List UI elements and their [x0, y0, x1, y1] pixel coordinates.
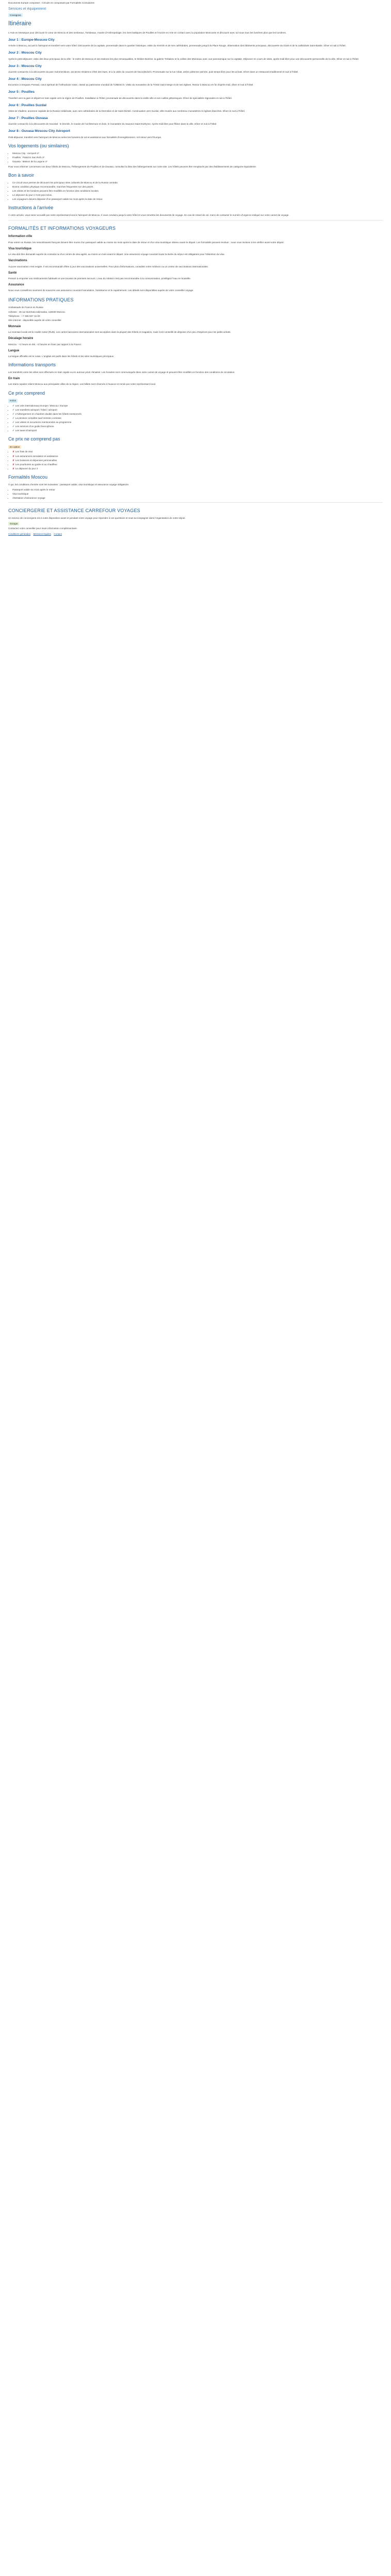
terms-link[interactable]: Conditions générales: [8, 532, 31, 535]
not-included-item: • ✘ Les assurances annulation et assistance: [12, 454, 383, 458]
not-included-heading: Ce prix ne comprend pas: [8, 436, 60, 442]
day-7: [8, 116, 383, 126]
good-to-know-item: • Le déjeuner du jour 2 n'est pas inclus.: [12, 193, 383, 197]
transport-text: Les transferts entre les villes sont effectués en train rapide ou en autocar privé climatisé. Les horaires sont communiqués dans votre carnet de voyage et peuvent être modifiés en fonction des conditions de circulation.: [8, 371, 235, 374]
day-6: [8, 103, 383, 113]
consignes-tag: Consignes: [8, 13, 23, 17]
day-title: Jour 5 : Pouilles: [8, 90, 35, 94]
arrival-instructions-text: À votre arrivée, vous serez accueilli par notre représentant local à l'aéroport de Moscou. Il vous conduira jusqu'à votre hôtel et vous remettra les documents de voyage. En cas de retard de vol, merci de contacter le numéro d'urgence indiqué sur votre carnet de voyage.: [8, 214, 289, 217]
good-to-know-item: • Bonne condition physique recommandée, marches fréquentes sur des pavés.: [12, 185, 383, 189]
contact-line: Adresse : 45 rue Bolchaïa Iakimanka, 119049 Moscou: [8, 310, 65, 313]
trains-title: En train: [8, 377, 20, 381]
day-title: Jour 4 : Moscou City: [8, 77, 42, 81]
services-subtitle: Services et équipement: [8, 7, 46, 11]
good-to-know-item: • Les voyageurs doivent disposer d'un passeport valide six mois après la date de retour.: [12, 197, 383, 201]
contact-link[interactable]: Contact: [54, 532, 62, 535]
day-title: Jour 7 : Pouilles Ouvasa: [8, 116, 48, 120]
check-icon: ✔: [12, 416, 14, 419]
formality-text: Aucune vaccination n'est exigée. Il est recommandé d'être à jour des vaccinations universelles. Pour plus d'informations, consultez votre médecin ou un centre de vaccinations internationales.: [8, 265, 208, 268]
formality-requirement: • Visa touristique: [12, 492, 383, 496]
itinerary-heading: Itinéraire: [8, 21, 31, 27]
day-4: [8, 77, 383, 87]
not-included-list: [8, 450, 383, 470]
formalities-form-list: [8, 488, 383, 500]
included-item: • ✔ La pension complète sauf mention contraire: [12, 416, 383, 420]
formality-text: Nous vous conseillons vivement de souscrire une assurance couvrant l'annulation, l'assistance et le rapatriement. Les détails sont disponibles auprès de votre conseiller voyage.: [8, 289, 194, 292]
included-heading: Ce prix comprend: [8, 390, 45, 396]
day-text: Petit-déjeuner, transfert vers l'aéroport de Moscou selon les horaires de vol et assistance aux formalités d'enregistrement. Vol retour vers l'Europe.: [8, 135, 162, 139]
formality-text: Pensez à emporter vos médicaments habituels et une trousse de premiers secours. L'eau du robinet n'est pas recommandée à la consommation, privilégiez l'eau en bouteille.: [8, 277, 191, 280]
not-included-item: • ✘ Le déjeuner du jour 2: [12, 467, 383, 470]
legal-link[interactable]: Mentions légales: [33, 532, 51, 535]
day-title: Jour 6 : Pouilles Suzdal: [8, 103, 47, 107]
option-tag: En option: [8, 445, 21, 449]
section-divider: [8, 220, 383, 221]
good-to-know-list: [8, 181, 383, 201]
not-included-item: • ✘ Les boissons et dépenses personnelles: [12, 459, 383, 462]
included-item: • ✔ L'hébergement en chambre double dans les hôtels mentionnés: [12, 412, 383, 416]
top-line: Documents Europe composez ; Circuits en composant par Formalités Consulaires: [8, 2, 94, 4]
section-divider: [8, 502, 383, 503]
money-text: La monnaie locale est le rouble russe (RUB). Les cartes bancaires internationales sont acceptées dans la plupart des hôtels et magasins, mais il est conseillé de disposer d'un peu d'espèces pour les petits achats.: [8, 331, 231, 334]
contact-line: Site internet : disponible auprès de votre conseiller: [8, 318, 61, 321]
cross-icon: ✘: [12, 459, 14, 462]
day-1: [8, 38, 383, 47]
day-text: Arrivée à Moscou, accueil à l'aéroport et transfert vers votre hôtel. Découverte de la capitale, promenade dans le quartier historique, visite du Kremlin et de ses cathédrales, promenade jusqu'à la Place Rouge, observation des bâtiments principaux, découverte du GUM et de la cathédrale Saint-Basile. Dîner et nuit à l'hôtel.: [8, 44, 346, 47]
check-icon: ✔: [12, 412, 14, 415]
formality-requirement: • Passeport valide six mois après le retour: [12, 488, 383, 492]
day-5: [8, 90, 383, 99]
time-title: Décalage horaire: [8, 337, 34, 341]
formality-requirement: • Attestation d'assurance voyage: [12, 496, 383, 500]
cross-icon: ✘: [12, 454, 14, 457]
embassy-contact: [8, 306, 383, 321]
day-text: Journée consacrée à la découverte du parc Kolomenskoïe, ancienne résidence d'été des tsars, et à la visite du couvent de Novodievitchi. Promenade sur la rue Arbat, artère piétonne animée, puis temps libre pour les achats. Dîner dans un restaurant traditionnel et nuit à l'hôtel.: [8, 70, 299, 73]
contact-line: Téléphone : +7 495 937 15 00: [8, 314, 40, 317]
check-icon: ✔: [12, 404, 14, 407]
cross-icon: ✘: [12, 463, 14, 466]
group-tag: Groupe: [8, 522, 19, 526]
day-title: Jour 8 : Ouvasa Moscou City Aéroport: [8, 129, 70, 133]
hotels-heading: Vos logements (ou similaires): [8, 143, 69, 148]
contact-line: Ambassade de France en Russie: [8, 306, 43, 309]
formality-title: Visa touristique: [8, 247, 31, 250]
language-title: Langue: [8, 349, 20, 352]
included-item: • ✔ Les transferts aéroport / hôtel / aéroport: [12, 408, 383, 412]
transport-heading: Informations transports: [8, 362, 56, 368]
assistance-heading: CONCIERGERIE ET ASSISTANCE CARREFOUR VOYAGES: [8, 508, 140, 514]
money-title: Monnaie: [8, 325, 21, 328]
included-item: • ✔ Les services d'un guide francophone: [12, 425, 383, 428]
itinerary-intro: L'Asie en Mosaïque pour découvrir le cœur de Moscou et des tombeaux, Tombeaux, musée d'Anthropologie, les rives baltiques de Pouilles et l'Aurore en Arte en contact avec la population Moscovite et découvrir avec soi sous tous les lumières plus que les lumières.: [8, 31, 287, 34]
check-icon: ✔: [12, 425, 14, 428]
day-title: Jour 3 : Moscou City: [8, 64, 42, 68]
formalities-form-text: À qui, les conditions d'entrée sont les suivantes : passeport valide, visa touristique et assurance voyage obligatoire.: [8, 483, 129, 486]
formality-text: Le visa doit être demandé auprès du consulat ou d'un centre de visa agréé, au moins un mois avant le départ. Une assurance voyage couvrant toute la durée du séjour est obligatoire pour l'obtention du visa.: [8, 253, 225, 256]
day-8: [8, 129, 383, 139]
day-text: Après le petit-déjeuner, visite des lieux principaux de la ville : le métro de Moscou et ses stations les plus remarquables, le théâtre Bolchoï, la galerie Trétiakov et la colline des Moineaux avec vue panoramique sur la capitale. Déjeuner en cours de visite, après-midi libre pour une découverte personnelle de la ville. Dîner et nuit à l'hôtel.: [8, 57, 359, 60]
included-tag: Inclus: [8, 399, 18, 402]
not-included-item: • ✘ Les pourboires au guide et au chauffeur: [12, 463, 383, 466]
language-text: La langue officielle est le russe. L'anglais est parlé dans les hôtels et les sites touristiques principaux.: [8, 354, 115, 358]
included-list: [8, 404, 383, 433]
assistance-contact-line: Contactez votre conseiller pour toute information complémentaire.: [8, 527, 78, 530]
included-item: • ✔ Les visites et excursions mentionnées au programme: [12, 420, 383, 424]
assistance-text: Un service de conciergerie est à votre disposition avant et pendant votre voyage pour répondre à vos questions et vous accompagner dans l'organisation de votre séjour.: [8, 517, 186, 520]
day-text: Visite de Vladimir, ancienne capitale de la Russie médiévale, avec ses cathédrales de la Dormition et de Saint-Dimitri. Continuation vers Suzdal, ville-musée aux nombreux monastères et églises blanches. Dîner et nuit à l'hôtel.: [8, 109, 246, 112]
formality-title: Vaccinations: [8, 259, 27, 263]
formalities-heading: FORMALITÉS ET INFORMATIONS VOYAGEURS: [8, 225, 116, 231]
day-text: Excursion à Serguiev Possad, cœur spirituel de l'orthodoxie russe, classé au patrimoine mondial de l'UNESCO. Visite du monastère de la Trinité Saint-Serge et de ses églises. Retour à Moscou en fin d'après-midi, dîner et nuit à l'hôtel.: [8, 83, 254, 87]
check-icon: ✔: [12, 421, 14, 424]
hotel-item: • Moscou City : Aeroport 4*: [12, 151, 383, 155]
formality-title: Assurance: [8, 283, 24, 287]
check-icon: ✔: [12, 429, 14, 432]
hotels-note: Pour vous informer concernant nos deux hôtels de Moscou, l'hébergement de Pouilles et de Ouvasa, consultez la liste des hébergements sur notre site. Les hôtels peuvent être remplacés par des établissements de catégorie équivalente.: [8, 165, 257, 168]
cross-icon: ✘: [12, 467, 14, 470]
formality-text: Pour entrer en Russie, les ressortissants français doivent être munis d'un passeport valide au moins six mois après la date de retour et d'un visa touristique obtenu avant le départ. Les formalités peuvent évoluer ; nous vous invitons à les vérifier avant votre départ.: [8, 241, 284, 244]
good-to-know-heading: Bon à savoir: [8, 172, 35, 178]
included-item: • ✔ Les vols internationaux Europe / Moscou / Europe: [12, 404, 383, 408]
included-item: • ✔ Les taxes d'aéroport: [12, 429, 383, 432]
arrival-instructions-heading: Instructions à l'arrivée: [8, 205, 54, 211]
not-included-item: • ✘ Les frais de visa: [12, 450, 383, 453]
footer-links: [8, 532, 383, 536]
good-to-know-item: • Les visites et les horaires peuvent être modifiés en fonction des conditions locales.: [12, 189, 383, 193]
check-icon: ✔: [12, 408, 14, 411]
formality-title: Information ville: [8, 235, 32, 239]
day-text: Transfert vers la gare et départ en train rapide vers la région de Pouilles. Installation à l'hôtel, promenade de découverte dans la vieille ville et ses ruelles pittoresques. Dîner de spécialités régionales et nuit à l'hôtel.: [8, 96, 232, 99]
good-to-know-item: • Ce circuit vous permet de découvrir les principaux sites culturels de Moscou et de la Russie centrale.: [12, 181, 383, 184]
formalities-form-heading: Formalités Moscou: [8, 474, 48, 480]
day-2: [8, 50, 383, 60]
hotel-item: • Ouvasa : Maison de la Lagune 4*: [12, 160, 383, 163]
practical-info-heading: INFORMATIONS PRATIQUES: [8, 297, 74, 303]
hotel-item: • Pouilles : Palazzo San Rufo 3*: [12, 156, 383, 159]
day-title: Jour 2 : Moscou City: [8, 51, 42, 55]
hotels-list: [8, 151, 383, 163]
formality-title: Santé: [8, 271, 17, 275]
day-text: Journée consacrée à la découverte de Souzdal : le kremlin, le musée de l'architecture en bois, le monastère du Sauveur-Saint-Euthyme. Après-midi libre pour flâner dans la ville. Dîner et nuit à l'hôtel.: [8, 123, 217, 126]
day-3: [8, 64, 383, 74]
cross-icon: ✘: [12, 450, 14, 453]
document-page: [4, 0, 387, 540]
trains-text: Les trains rapides relient Moscou aux principales villes de la région. Les billets sont réservés à l'avance et remis par notre représentant local.: [8, 383, 156, 386]
time-text: Moscou : +1 heure en été, +2 heures en hiver par rapport à la France.: [8, 343, 82, 346]
day-title: Jour 1 : Europe-Moscou City: [8, 38, 55, 42]
